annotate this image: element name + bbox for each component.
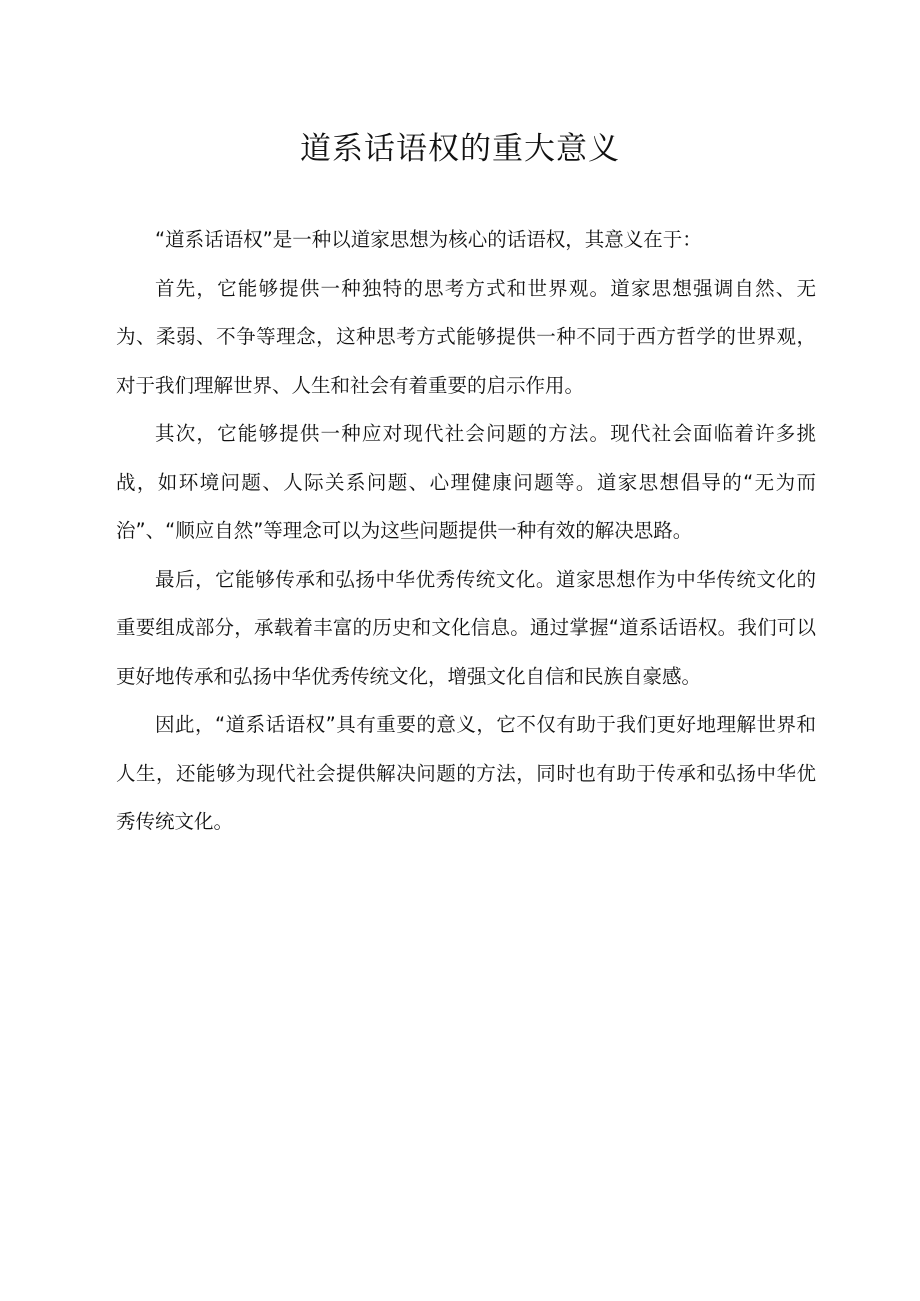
document-title: 道系话语权的重大意义 <box>300 131 620 167</box>
paragraph-last: 最后，它能够传承和弘扬中华优秀传统文化。道家思想作为中华传统文化的重要组成部分，承载着丰富的历史和文化信息。通过掌握“道系话语权。我们可以更好地传承和弘扬中华优秀传统文化，增强文化自信和民族自豪感。 <box>116 567 816 688</box>
paragraph-intro: “道系话语权”是一种以道家思想为核心的话语权，其意义在于： <box>155 228 702 251</box>
paragraph-first: 首先，它能够提供一种独特的思考方式和世界观。道家思想强调自然、无为、柔弱、不争等理念，这种思考方式能够提供一种不同于西方哲学的世界观，对于我们理解世界、人生和社会有着重要的启示作用。 <box>116 276 816 397</box>
document-body <box>116 216 816 847</box>
paragraph-second: 其次，它能够提供一种应对现代社会问题的方法。现代社会面临着许多挑战，如环境问题、人际关系问题、心理健康问题等。道家思想倡导的“无为而治”、“顺应自然”等理念可以为这些问题提供一种有效的解决思路。 <box>116 422 816 542</box>
paragraph-conclusion: 因此，“道系话语权”具有重要的意义，它不仅有助于我们更好地理解世界和人生，还能够为现代社会提供解决问题的方法，同时也有助于传承和弘扬中华优秀传统文化。 <box>116 713 816 833</box>
